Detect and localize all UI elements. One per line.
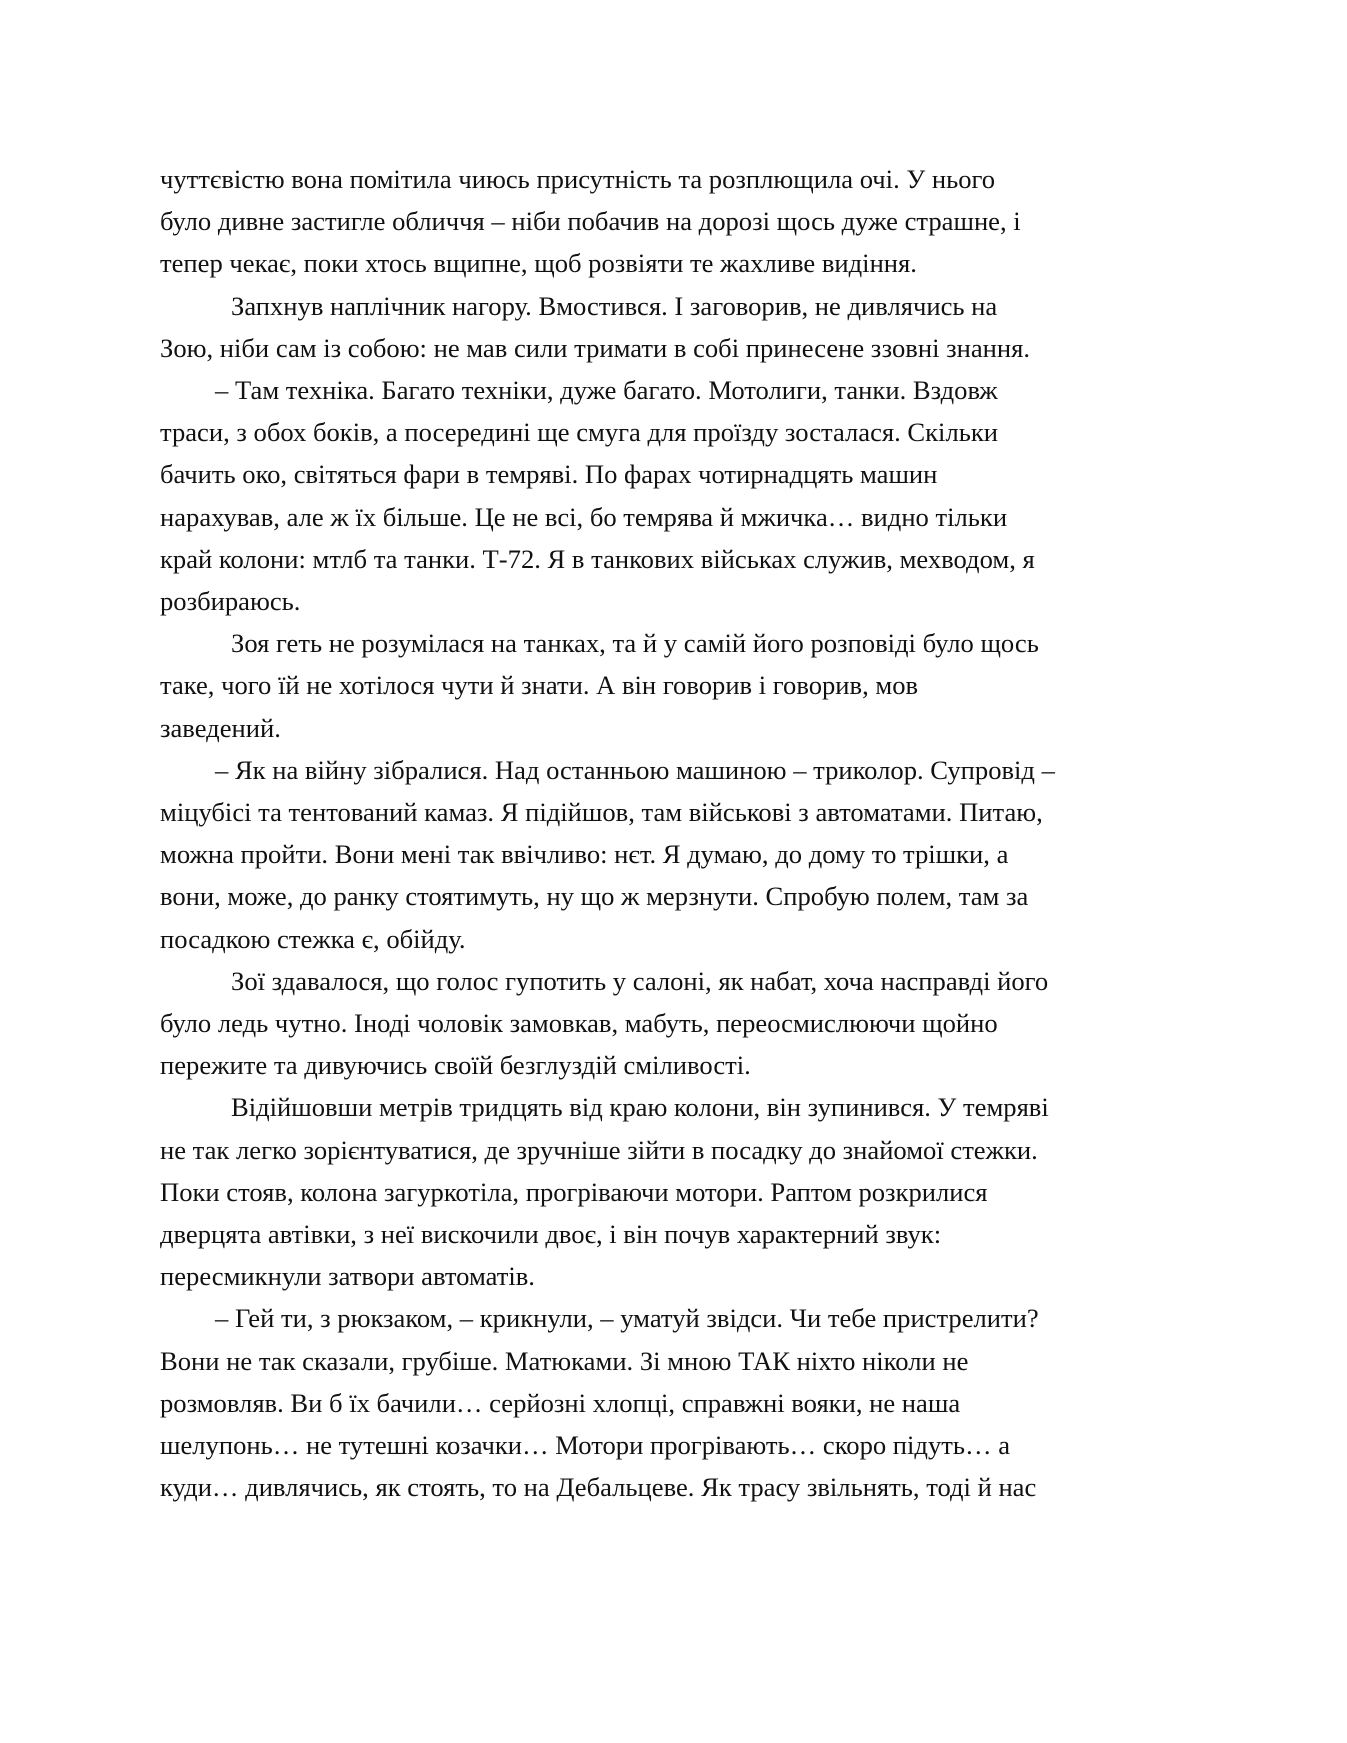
text-line: бачить око, світяться фари в темряві. По фарах чотирнадцять машин	[160, 459, 938, 490]
text-line: дверцята автівки, з неї вискочили двоє, і він почув характерний звук:	[160, 1219, 942, 1250]
text-line: Зою, ніби сам із собою: не мав сили тримати в собі принесене ззовні знання.	[160, 332, 1030, 363]
text-line: міцубісі та тентований камаз. Я підійшов, там військові з автоматами. Питаю,	[160, 797, 1043, 828]
text-line: було ледь чутно. Іноді чоловік замовкав, мабуть, переосмислюючи щойно	[160, 1008, 998, 1039]
dialogue-first-line: – Як на війну зібралися. Над останньою машиною – триколор. Супровід –	[215, 754, 1055, 785]
text-line: розбираюсь.	[160, 586, 301, 617]
text-line: тепер чекає, поки хтось вщипне, щоб розвіяти те жахливе видіння.	[160, 248, 917, 279]
dialogue-first-line: – Гей ти, з рюкзаком, – крикнули, – уматуй звідси. Чи тебе пристрелити?	[215, 1303, 1039, 1334]
paragraph-first-line: Зої здавалося, що голос гупотить у салоні, як набат, хоча насправді його	[231, 965, 1049, 996]
text-line: заведений.	[160, 712, 281, 743]
text-line: край колони: мтлб та танки. Т-72. Я в танкових військах служив, мехводом, я	[160, 543, 1035, 574]
text-line: таке, чого їй не хотілося чути й знати. А він говорив і говорив, мов	[160, 670, 919, 701]
page-text-body	[160, 158, 1190, 1509]
paragraph-first-line: Зоя геть не розумілася на танках, та й у самій його розповіді було щось	[231, 628, 1039, 659]
text-line: було дивне застигле обличчя – ніби побачив на дорозі щось дуже страшне, і	[160, 206, 1021, 237]
text-line: нарахував, але ж їх більше. Це не всі, бо темрява й мжичка… видно тільки	[160, 501, 1008, 532]
text-line: Вони не так сказали, грубіше. Матюками. Зі мною ТАК ніхто ніколи не	[160, 1345, 969, 1376]
paragraph-first-line: Відійшовши метрів тридцять від краю колони, він зупинився. У темряві	[231, 1092, 1049, 1123]
dialogue-first-line: – Там техніка. Багато техніки, дуже багато. Мотолиги, танки. Вздовж	[215, 375, 998, 406]
text-line: пересмикнули затвори автоматів.	[160, 1261, 535, 1292]
paragraph-first-line: Запхнув наплічник нагору. Вмостився. І заговорив, не дивлячись на	[231, 290, 998, 321]
text-line: шелупонь… не тутешні козачки… Мотори прогрівають… скоро підуть… а	[160, 1430, 1011, 1461]
text-line: пережите та дивуючись своїй безглуздій сміливості.	[160, 1050, 751, 1081]
text-line: чуттєвістю вона помітила чиюсь присутність та розплющила очі. У нього	[160, 164, 996, 194]
text-line: посадкою стежка є, обійду.	[160, 923, 466, 954]
text-line: Поки стояв, колона загуркотіла, прогріваючи мотори. Раптом розкрилися	[160, 1176, 988, 1207]
text-line: розмовляв. Ви б їх бачили… серйозні хлопці, справжні вояки, не наша	[160, 1387, 961, 1418]
text-line: можна пройти. Вони мені так ввічливо: нєт. Я думаю, до дому то трішки, а	[160, 839, 1009, 870]
text-line: не так легко зорієнтуватися, де зручніше зійти в посадку до знайомої стежки.	[160, 1134, 1038, 1165]
text-line: траси, з обох боків, а посередині ще смуга для проїзду зосталася. Скільки	[160, 417, 999, 448]
text-line: куди… дивлячись, як стоять, то на Дебальцеве. Як трасу звільнять, тоді й нас	[160, 1472, 1037, 1503]
text-line: вони, може, до ранку стоятимуть, ну що ж мерзнути. Спробую полем, там за	[160, 881, 1029, 912]
